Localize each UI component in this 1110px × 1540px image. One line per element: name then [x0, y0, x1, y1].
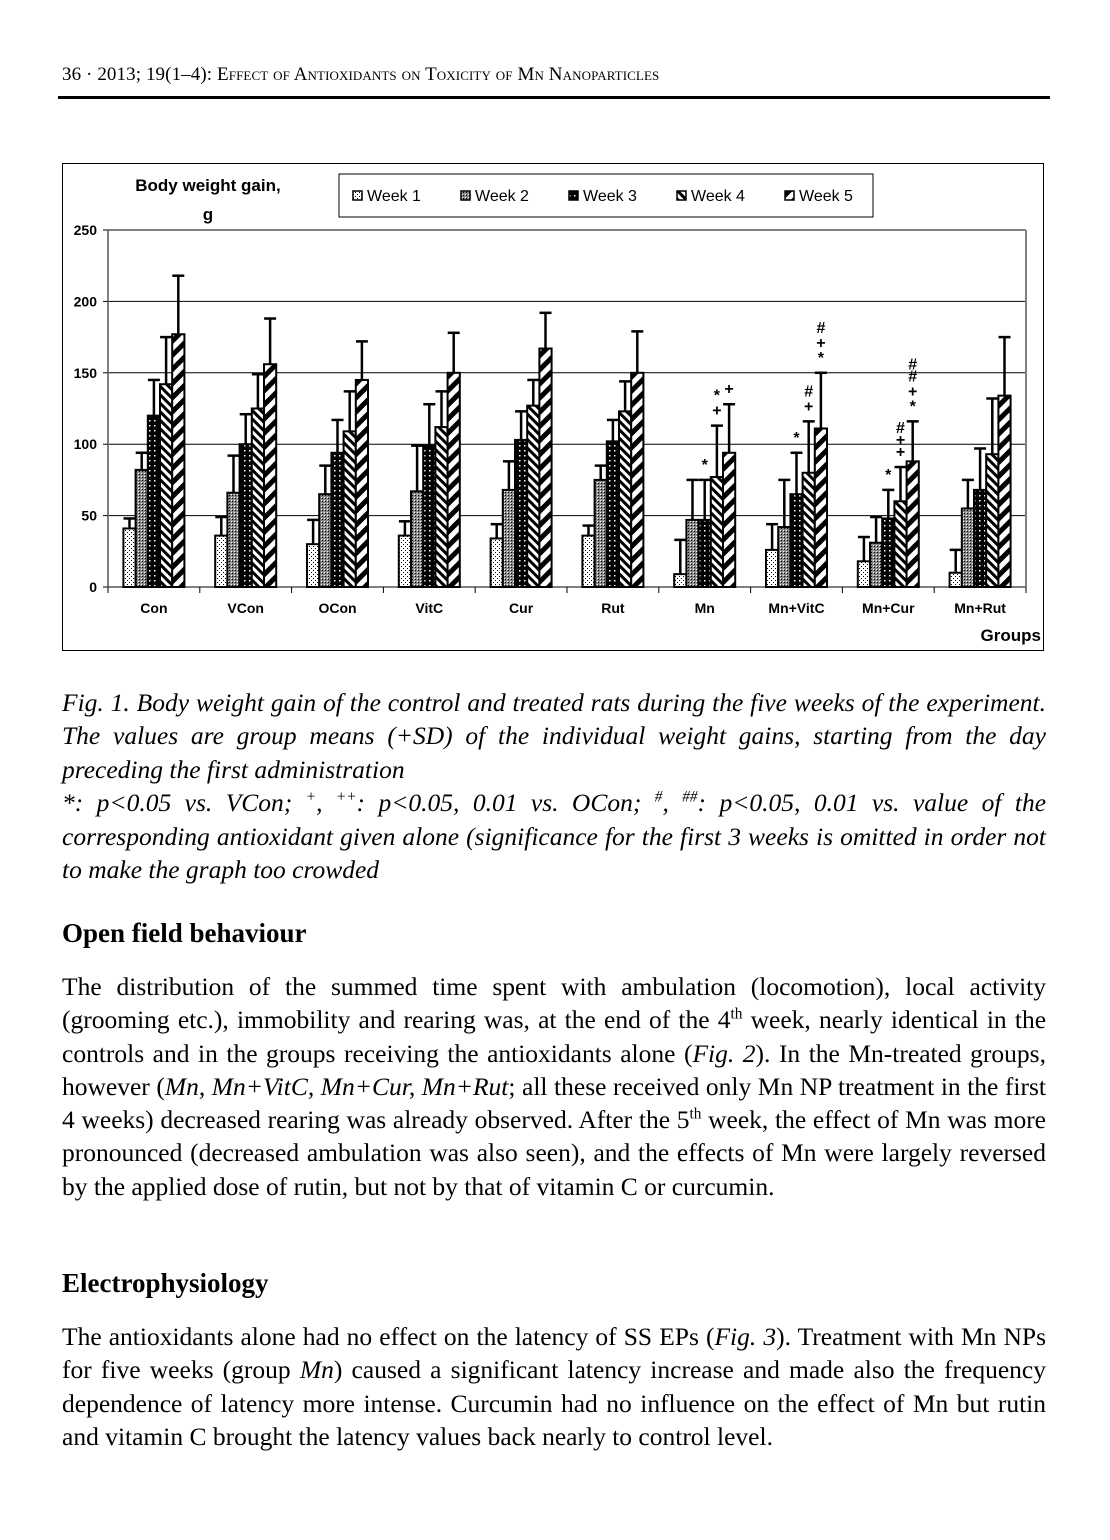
figure-3-ref[interactable]: Fig. 3: [714, 1322, 777, 1351]
svg-text:0: 0: [89, 579, 97, 595]
figure-1: [62, 163, 1044, 651]
svg-text:150: 150: [73, 364, 97, 381]
figure-caption: [62, 686, 1046, 886]
svg-text:Mn+VitC: Mn+VitC: [768, 600, 825, 616]
svg-text:#: #: [908, 356, 918, 374]
svg-text:Mn: Mn: [694, 600, 715, 616]
legend: [339, 174, 873, 217]
chart-bars: [123, 276, 1010, 587]
svg-text:*: *: [793, 429, 800, 447]
running-head-title: Effect of Antioxidants on Toxicity of Mn Nanoparticles: [217, 64, 660, 85]
svg-text:*: *: [701, 456, 708, 474]
section-heading-electrophysiology: Electrophysiology: [62, 1268, 269, 1298]
svg-text:#: #: [896, 420, 905, 438]
section-heading-open-field: Open field behaviour: [62, 918, 307, 948]
svg-text:*: *: [885, 466, 892, 484]
svg-text:Week 5: Week 5: [799, 188, 853, 205]
header-rule: [58, 96, 1050, 99]
svg-text:Week 4: Week 4: [691, 188, 745, 205]
svg-text:+: +: [816, 334, 826, 352]
svg-text:*: *: [713, 387, 721, 405]
bar-chart: [63, 164, 1043, 650]
caption-significance: *: p<0.05 vs. VCon; +, ++: p<0.05, 0.01 vs. OCon; #, ##: p<0.05, 0.01 vs. value of the corresponding antioxidant given alone (significance for the first 3 weeks is omitted in order not to make the graph too crowded: [62, 788, 1047, 885]
x-axis-title: Groups: [980, 626, 1041, 645]
svg-text:Week 3: Week 3: [583, 188, 637, 205]
svg-text:Rut: Rut: [601, 600, 625, 616]
figure-2-ref[interactable]: Fig. 2: [692, 1038, 756, 1068]
open-field-paragraph: The distribution of the summed time spent with ambulation (locomotion), local activity (grooming etc.), immobility and rearing was, at the end of the 4th week, nearly identical in the controls and in the groups receiving the antioxidants alone (Fig. 2). In the Mn-treated groups, however (Mn, Mn+VitC, Mn+Cur, Mn+Rut; all these received only Mn NP treatment in the first 4 weeks) decreased rearing was already observed. After the 5th week, the effect of Mn was more pronounced (decreased ambulation was also seen), and the effects of Mn were largely reversed by the applied dose of rutin, but not by that of vitamin C or curcumin.: [62, 972, 1047, 1201]
caption-main: Fig. 1. Body weight gain of the control and treated rats during the five weeks of the experiment. The values are group means (+SD) of the individual weight gains, starting from the day preceding the first administration: [62, 688, 1046, 784]
y-axis-ticks: [74, 222, 108, 595]
svg-text:#: #: [908, 368, 918, 386]
svg-text:+: +: [712, 402, 722, 420]
svg-text:#: #: [804, 383, 814, 401]
y-axis-title-line1: Body weight gain,: [135, 176, 281, 195]
svg-text:*: *: [817, 349, 825, 367]
svg-text:200: 200: [73, 293, 97, 310]
svg-text:Con: Con: [140, 600, 168, 616]
svg-text:+: +: [724, 381, 734, 399]
svg-text:100: 100: [73, 436, 97, 453]
svg-text:Mn+Cur: Mn+Cur: [862, 600, 915, 616]
electrophysiology-paragraph: The antioxidants alone had no effect on the latency of SS EPs (Fig. 3). Treatment with Mn NPs for five weeks (group Mn) caused a significant latency increase and made also the frequency dependence of latency more intense. Curcumin had no influence on the effect of Mn but rutin and vitamin C brought the latency values back nearly to control level.: [62, 1322, 1046, 1451]
svg-text:*: *: [909, 398, 916, 416]
svg-text:50: 50: [81, 507, 97, 524]
svg-text:Mn+Rut: Mn+Rut: [954, 600, 1006, 616]
svg-text:+: +: [895, 432, 906, 450]
svg-text:Cur: Cur: [509, 600, 534, 616]
svg-text:+: +: [908, 383, 918, 401]
x-axis-labels: [108, 587, 1026, 616]
running-head-prefix: 36 · 2013; 19(1–4):: [62, 64, 218, 85]
svg-text:#: #: [816, 319, 826, 337]
svg-text:OCon: OCon: [318, 600, 357, 616]
svg-text:+: +: [804, 398, 814, 416]
svg-text:250: 250: [73, 222, 97, 238]
svg-text:Week 2: Week 2: [475, 188, 529, 205]
y-axis-title-line2: g: [202, 205, 214, 224]
svg-text:Week 1: Week 1: [367, 188, 421, 205]
running-head: [62, 64, 659, 86]
svg-text:+: +: [895, 444, 906, 462]
svg-text:VCon: VCon: [227, 600, 264, 616]
svg-text:VitC: VitC: [415, 600, 444, 616]
